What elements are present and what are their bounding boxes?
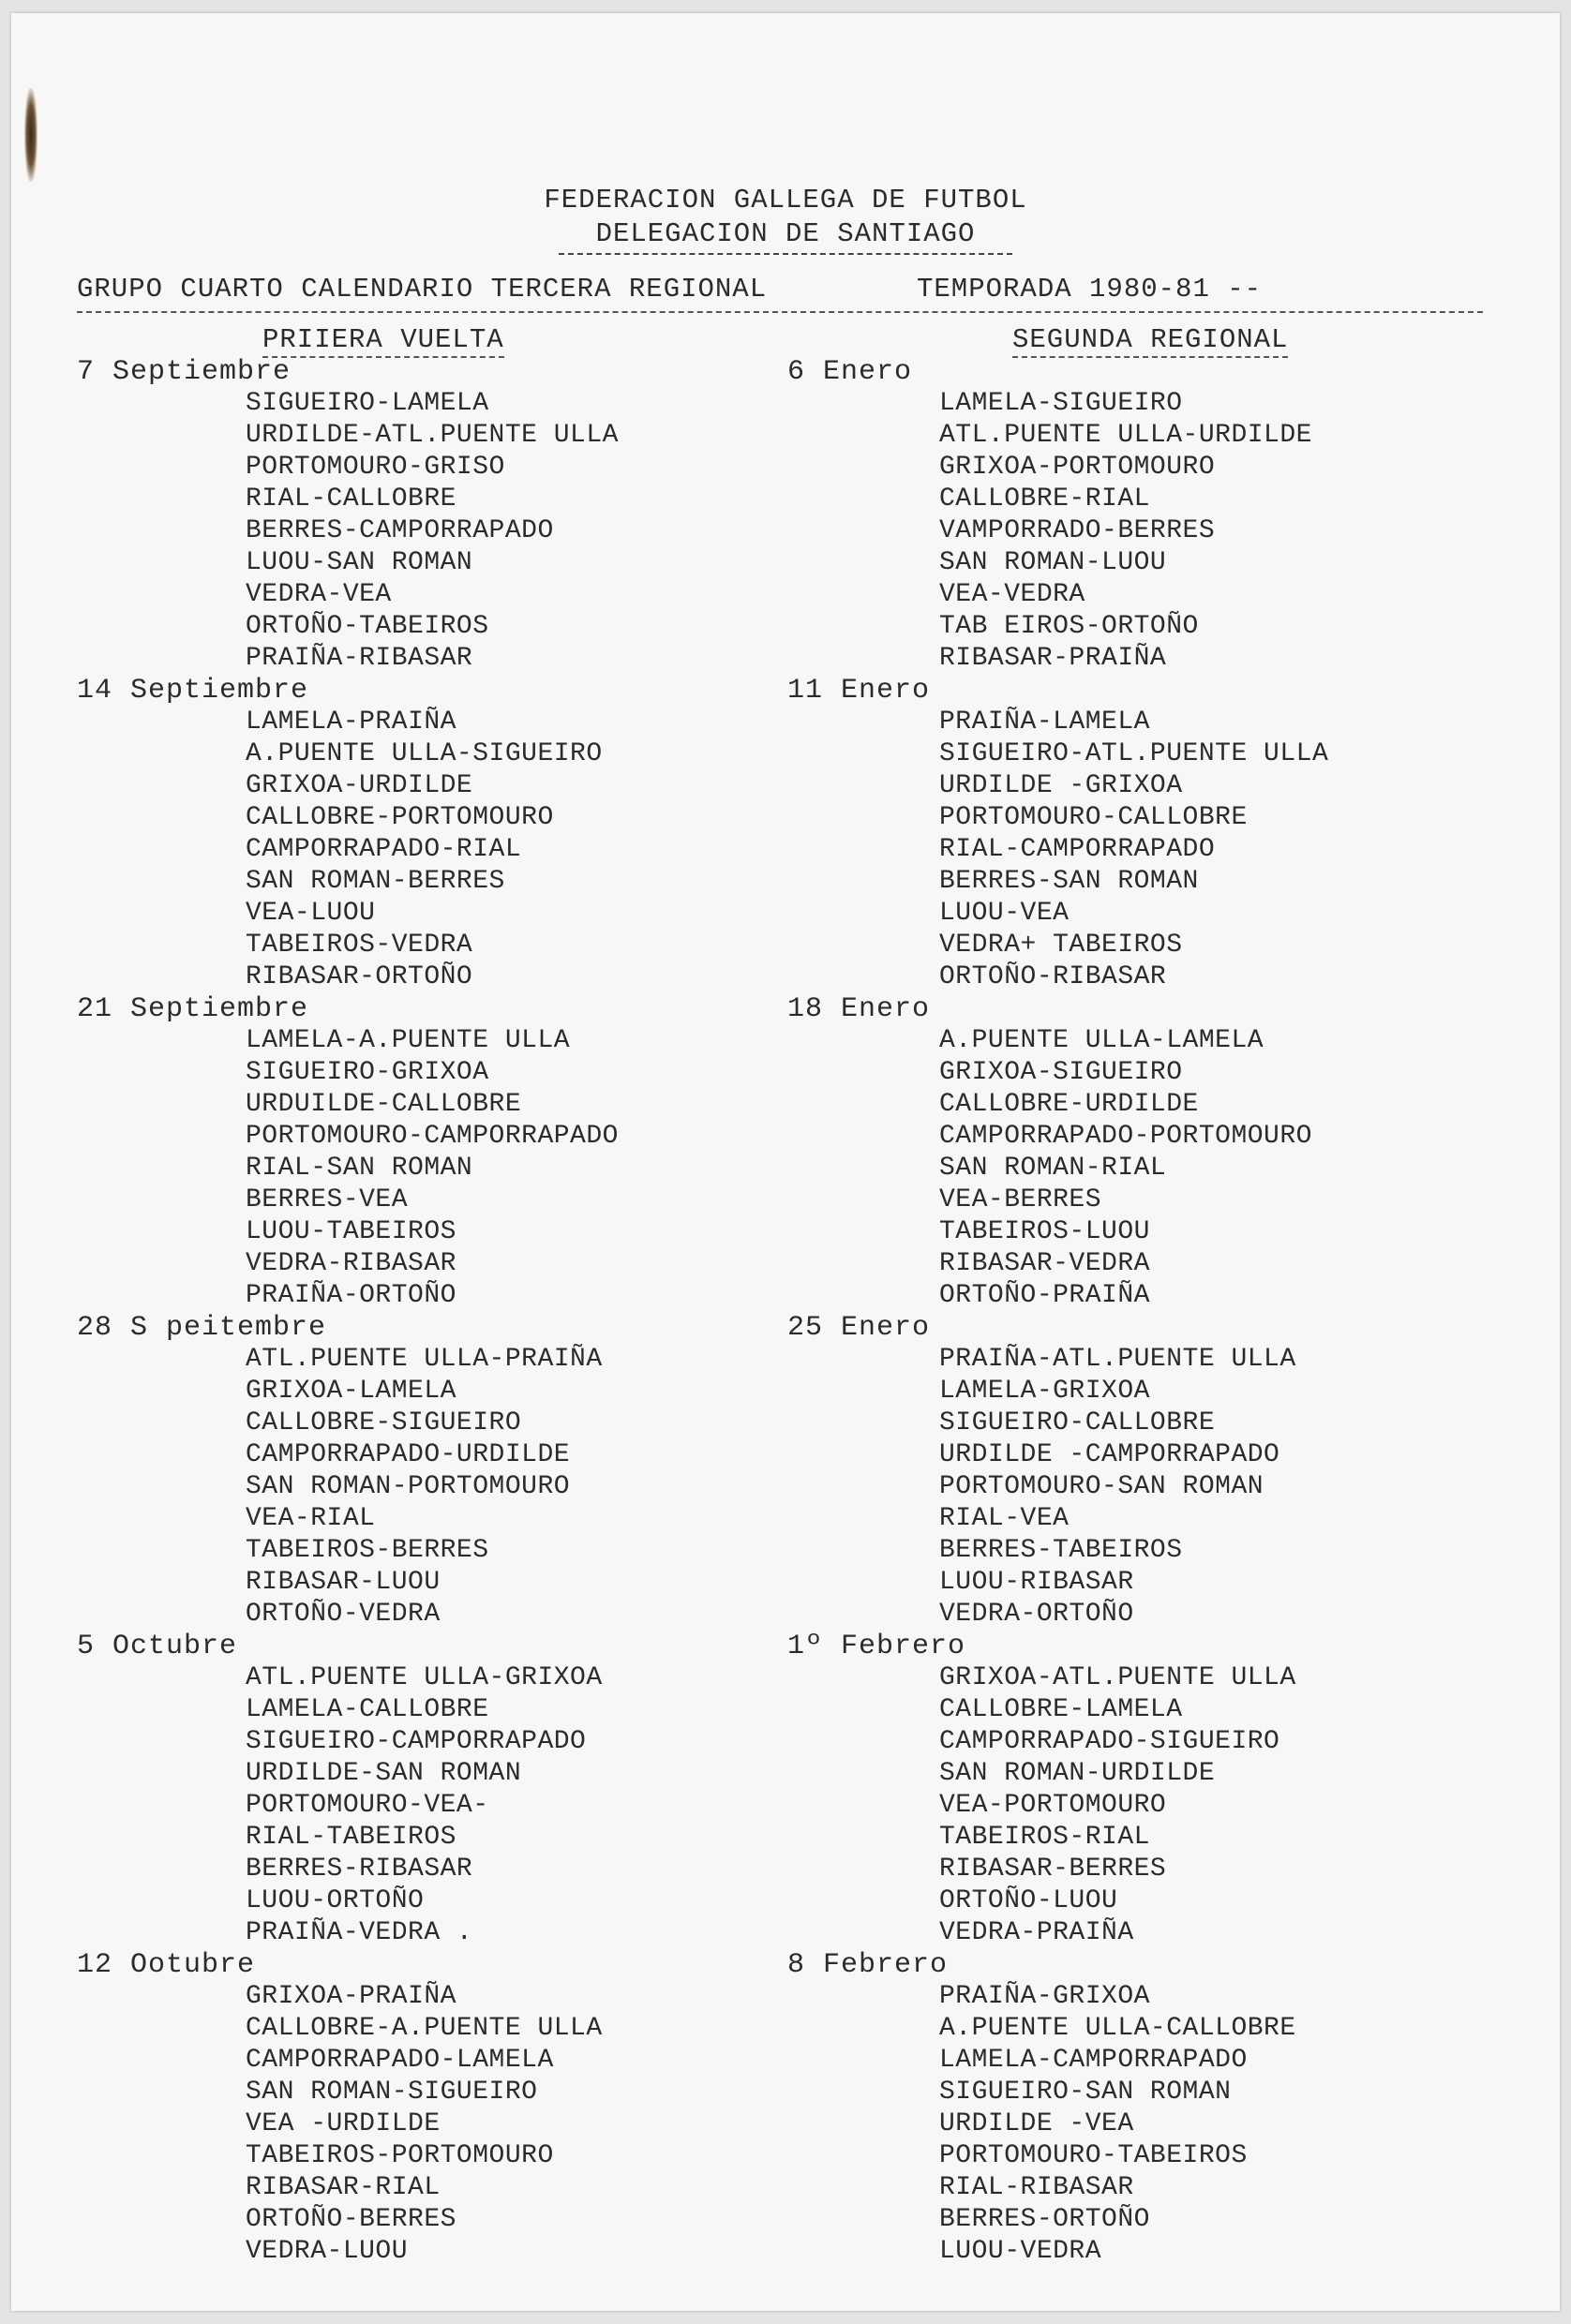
match-fixture: BERRES-CAMPORRAPADO bbox=[246, 516, 554, 545]
match-fixture: RIBASAR-LUOU bbox=[246, 1568, 441, 1597]
match-fixture: LUOU-SAN ROMAN bbox=[246, 548, 473, 577]
match-fixture: GRIXOA-URDILDE bbox=[246, 771, 473, 800]
match-fixture: BERRES-SAN ROMAN bbox=[939, 867, 1199, 896]
match-fixture: ORTOÑO-TABEIROS bbox=[246, 612, 489, 641]
first-round-title: PRIIERA VUELTA bbox=[262, 324, 504, 358]
first-round-column bbox=[77, 356, 752, 2268]
match-fixture: SAN ROMAN-LUOU bbox=[939, 548, 1167, 577]
match-fixture: PORTOMOURO-CALLOBRE bbox=[939, 803, 1248, 832]
match-fixture: GRIXOA-ATL.PUENTE ULLA bbox=[939, 1663, 1296, 1692]
match-fixture: SIGUEIRO-ATL.PUENTE ULLA bbox=[939, 739, 1329, 768]
match-fixture: PORTOMOURO-CAMPORRAPADO bbox=[246, 1122, 619, 1151]
matchday-block bbox=[77, 675, 752, 993]
match-fixture: PORTOMOURO-GRISO bbox=[246, 453, 505, 482]
match-fixture: VAMPORRADO-BERRES bbox=[939, 516, 1216, 545]
match-fixture: ORTOÑO-RIBASAR bbox=[939, 962, 1167, 991]
matchday-date: 1º Febrero bbox=[787, 1631, 966, 1662]
matchday-date: 5 Octubre bbox=[77, 1631, 238, 1662]
match-fixture: LAMELA-SIGUEIRO bbox=[939, 389, 1183, 418]
match-fixture: PRAIÑA-LAMELA bbox=[939, 708, 1150, 737]
match-fixture: LUOU-VEDRA bbox=[939, 2237, 1102, 2266]
match-fixture: PRAIÑA-ATL.PUENTE ULLA bbox=[939, 1345, 1296, 1374]
match-fixture: GRIXOA-PRAIÑA bbox=[246, 1982, 456, 2011]
match-fixture: VEDRA+ TABEIROS bbox=[939, 931, 1183, 960]
matchday-block bbox=[77, 1949, 752, 2268]
match-fixture: SAN ROMAN-PORTOMOURO bbox=[246, 1472, 571, 1501]
matchday-date: 14 Septiembre bbox=[77, 675, 309, 707]
match-fixture: URDILDE -GRIXOA bbox=[939, 771, 1183, 800]
matchday-date: 8 Febrero bbox=[787, 1949, 949, 1981]
match-fixture: RIAL-RIBASAR bbox=[939, 2173, 1134, 2202]
matchday-block bbox=[77, 356, 752, 675]
match-fixture: SAN ROMAN-URDILDE bbox=[939, 1759, 1216, 1788]
matchday-block bbox=[787, 1312, 1462, 1631]
matchday-date: 11 Enero bbox=[787, 675, 931, 707]
match-fixture: RIAL-VEA bbox=[939, 1504, 1070, 1533]
match-fixture: ORTOÑO-BERRES bbox=[246, 2205, 456, 2234]
match-fixture: RIBASAR-PRAIÑA bbox=[939, 644, 1167, 673]
match-fixture: ORTOÑO-PRAIÑA bbox=[939, 1281, 1150, 1310]
match-fixture: LAMELA-GRIXOA bbox=[939, 1377, 1150, 1406]
match-fixture: TAB EIROS-ORTOÑO bbox=[939, 612, 1199, 641]
match-fixture: RIBASAR-RIAL bbox=[246, 2173, 441, 2202]
match-fixture: ORTOÑO-LUOU bbox=[939, 1886, 1118, 1915]
match-fixture: CALLOBRE-URDILDE bbox=[939, 1090, 1199, 1119]
match-fixture: ATL.PUENTE ULLA-PRAIÑA bbox=[246, 1345, 603, 1374]
match-fixture: TABEIROS-LUOU bbox=[939, 1217, 1150, 1246]
match-fixture: PRAIÑA-GRIXOA bbox=[939, 1982, 1150, 2011]
delegation-title: DELEGACION DE SANTIAGO bbox=[559, 217, 1013, 255]
group-heading-row bbox=[77, 274, 1483, 313]
match-fixture: VEDRA-RIBASAR bbox=[246, 1249, 456, 1278]
match-fixture: LAMELA-CALLOBRE bbox=[246, 1695, 489, 1724]
match-fixture: CALLOBRE-LAMELA bbox=[939, 1695, 1183, 1724]
match-fixture: GRIXOA-PORTOMOURO bbox=[939, 453, 1216, 482]
second-round-column bbox=[787, 356, 1462, 2268]
matchday-date: 12 Ootubre bbox=[77, 1949, 256, 1981]
matchday-block bbox=[77, 1312, 752, 1631]
match-fixture: LAMELA-A.PUENTE ULLA bbox=[246, 1026, 571, 1055]
match-fixture: LUOU-VEA bbox=[939, 899, 1070, 928]
match-fixture: CAMPORRAPADO-URDILDE bbox=[246, 1440, 571, 1469]
matchday-date: 18 Enero bbox=[787, 993, 931, 1025]
match-fixture: CAMPORRAPADO-RIAL bbox=[246, 835, 522, 864]
matchday-block bbox=[787, 1949, 1462, 2268]
match-fixture: SIGUEIRO-GRIXOA bbox=[246, 1058, 489, 1087]
match-fixture: SAN ROMAN-BERRES bbox=[246, 867, 505, 896]
match-fixture: TABEIROS-RIAL bbox=[939, 1823, 1150, 1852]
match-fixture: VEA-LUOU bbox=[246, 899, 376, 928]
match-fixture: ATL.PUENTE ULLA-GRIXOA bbox=[246, 1663, 603, 1692]
match-fixture: RIAL-SAN ROMAN bbox=[246, 1154, 473, 1183]
federation-title: FEDERACION GALLEGA DE FUTBOL bbox=[544, 185, 1027, 216]
match-fixture: LUOU-TABEIROS bbox=[246, 1217, 456, 1246]
ink-stain bbox=[24, 88, 37, 182]
match-fixture: URDILDE-ATL.PUENTE ULLA bbox=[246, 421, 619, 450]
matchday-block bbox=[787, 356, 1462, 675]
matchday-block bbox=[787, 675, 1462, 993]
match-fixture: CAMPORRAPADO-SIGUEIRO bbox=[939, 1727, 1280, 1756]
match-fixture: BERRES-VEA bbox=[246, 1185, 409, 1214]
matchday-block bbox=[787, 1631, 1462, 1949]
match-fixture: CALLOBRE-PORTOMOURO bbox=[246, 803, 554, 832]
matchday-block bbox=[787, 993, 1462, 1312]
matchday-date: 25 Enero bbox=[787, 1312, 931, 1344]
match-fixture: ORTOÑO-VEDRA bbox=[246, 1600, 441, 1629]
match-fixture: SIGUEIRO-LAMELA bbox=[246, 389, 489, 418]
match-fixture: URDUILDE-CALLOBRE bbox=[246, 1090, 522, 1119]
match-fixture: LAMELA-CAMPORRAPADO bbox=[939, 2046, 1248, 2075]
match-fixture: PORTOMOURO-SAN ROMAN bbox=[939, 1472, 1264, 1501]
match-fixture: URDILDE -CAMPORRAPADO bbox=[939, 1440, 1280, 1469]
match-fixture: PRAIÑA-VEDRA . bbox=[246, 1918, 473, 1947]
match-fixture: CAMPORRAPADO-LAMELA bbox=[246, 2046, 554, 2075]
match-fixture: TABEIROS-PORTOMOURO bbox=[246, 2141, 554, 2170]
match-fixture: BERRES-TABEIROS bbox=[939, 1536, 1183, 1565]
match-fixture: PRAIÑA-RIBASAR bbox=[246, 644, 473, 673]
match-fixture: VEDRA-PRAIÑA bbox=[939, 1918, 1134, 1947]
match-fixture: TABEIROS-BERRES bbox=[246, 1536, 489, 1565]
match-fixture: LUOU-ORTOÑO bbox=[246, 1886, 425, 1915]
match-fixture: VEDRA-ORTOÑO bbox=[939, 1600, 1134, 1629]
matchday-block bbox=[77, 993, 752, 1312]
match-fixture: RIAL-TABEIROS bbox=[246, 1823, 456, 1852]
match-fixture: BERRES-ORTOÑO bbox=[939, 2205, 1150, 2234]
match-fixture: BERRES-RIBASAR bbox=[246, 1855, 473, 1884]
match-fixture: SAN ROMAN-SIGUEIRO bbox=[246, 2078, 538, 2107]
matchday-block bbox=[77, 1631, 752, 1949]
match-fixture: PRAIÑA-ORTOÑO bbox=[246, 1281, 456, 1310]
match-fixture: SIGUEIRO-SAN ROMAN bbox=[939, 2078, 1232, 2107]
match-fixture: ATL.PUENTE ULLA-URDILDE bbox=[939, 421, 1312, 450]
match-fixture: A.PUENTE ULLA-CALLOBRE bbox=[939, 2014, 1296, 2043]
match-fixture: LUOU-RIBASAR bbox=[939, 1568, 1134, 1597]
match-fixture: A.PUENTE ULLA-SIGUEIRO bbox=[246, 739, 603, 768]
match-fixture: TABEIROS-VEDRA bbox=[246, 931, 473, 960]
match-fixture: SIGUEIRO-CALLOBRE bbox=[939, 1408, 1216, 1438]
match-fixture: CALLOBRE-SIGUEIRO bbox=[246, 1408, 522, 1438]
match-fixture: PORTOMOURO-VEA- bbox=[246, 1791, 489, 1820]
match-fixture: VEA-BERRES bbox=[939, 1185, 1102, 1214]
matchday-date: 7 Septiembre bbox=[77, 356, 292, 388]
matchday-date: 21 Septiembre bbox=[77, 993, 309, 1025]
match-fixture: SIGUEIRO-CAMPORRAPADO bbox=[246, 1727, 587, 1756]
second-round-title: SEGUNDA REGIONAL bbox=[1012, 324, 1288, 358]
match-fixture: CAMPORRAPADO-PORTOMOURO bbox=[939, 1122, 1312, 1151]
match-fixture: RIBASAR-VEDRA bbox=[939, 1249, 1150, 1278]
match-fixture: PORTOMOURO-TABEIROS bbox=[939, 2141, 1248, 2170]
matchday-date: 28 S peitembre bbox=[77, 1312, 327, 1344]
match-fixture: LAMELA-PRAIÑA bbox=[246, 708, 456, 737]
season-label: TEMPORADA 1980-81 -- bbox=[917, 274, 1263, 305]
match-fixture: VEA-RIAL bbox=[246, 1504, 376, 1533]
match-fixture: VEA-VEDRA bbox=[939, 580, 1085, 609]
match-fixture: VEDRA-LUOU bbox=[246, 2237, 409, 2266]
match-fixture: RIAL-CAMPORRAPADO bbox=[939, 835, 1216, 864]
match-fixture: VEA -URDILDE bbox=[246, 2109, 441, 2138]
match-fixture: RIBASAR-BERRES bbox=[939, 1855, 1167, 1884]
match-fixture: RIBASAR-ORTOÑO bbox=[246, 962, 473, 991]
group-title: GRUPO CUARTO CALENDARIO TERCERA REGIONAL bbox=[77, 274, 768, 305]
match-fixture: GRIXOA-LAMELA bbox=[246, 1377, 456, 1406]
match-fixture: VEA-PORTOMOURO bbox=[939, 1791, 1167, 1820]
match-fixture: URDILDE -VEA bbox=[939, 2109, 1134, 2138]
match-fixture: RIAL-CALLOBRE bbox=[246, 484, 456, 514]
matchday-date: 6 Enero bbox=[787, 356, 913, 388]
match-fixture: VEDRA-VEA bbox=[246, 580, 392, 609]
match-fixture: CALLOBRE-A.PUENTE ULLA bbox=[246, 2014, 603, 2043]
match-fixture: SAN ROMAN-RIAL bbox=[939, 1154, 1167, 1183]
match-fixture: URDILDE-SAN ROMAN bbox=[246, 1759, 522, 1788]
match-fixture: CALLOBRE-RIAL bbox=[939, 484, 1150, 514]
document-header bbox=[0, 184, 1571, 255]
match-fixture: A.PUENTE ULLA-LAMELA bbox=[939, 1026, 1264, 1055]
match-fixture: GRIXOA-SIGUEIRO bbox=[939, 1058, 1183, 1087]
